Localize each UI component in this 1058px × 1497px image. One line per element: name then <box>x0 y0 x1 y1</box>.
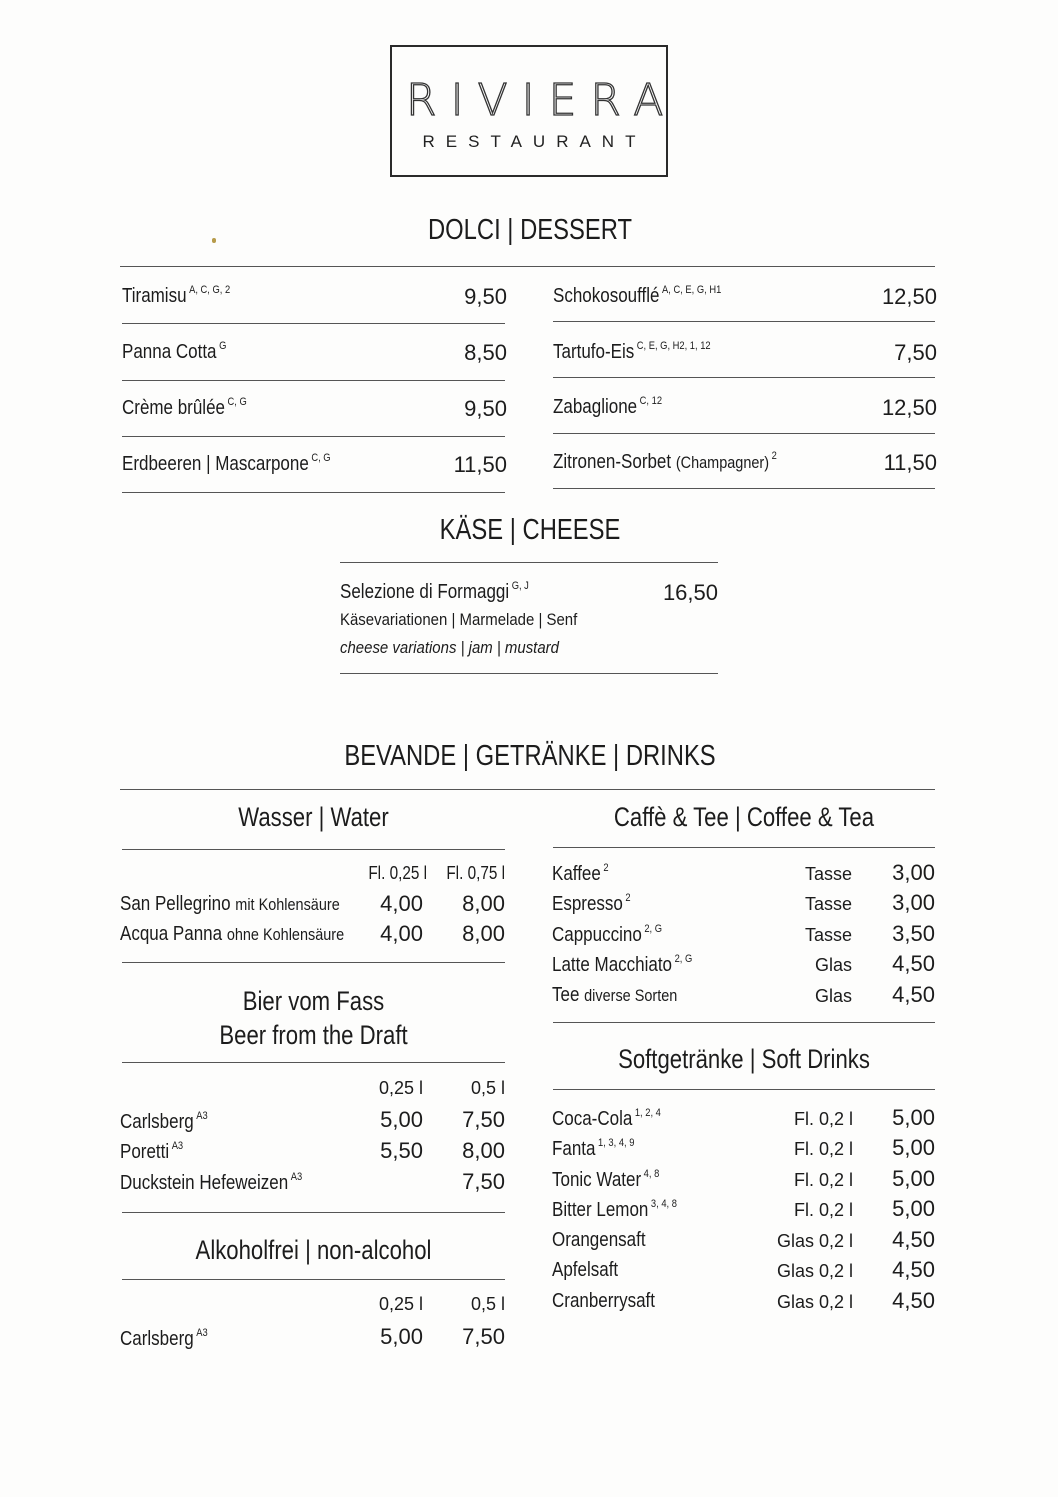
divider <box>122 1062 505 1063</box>
price-small: 5,50 <box>380 1138 423 1163</box>
item-price: 3,50 <box>892 921 935 946</box>
item-allergens: C, E, G, H2, 1, 12 <box>636 340 711 352</box>
item-unit: Fl. 0,2 l <box>793 1170 853 1190</box>
item-allergens: 2 <box>625 892 631 904</box>
item-name: Selezione di Formaggi <box>340 581 510 603</box>
divider <box>122 849 505 850</box>
divider <box>340 673 718 674</box>
menu-item <box>552 1107 680 1131</box>
item-name: Tonic Water <box>552 1169 642 1191</box>
item-allergens: A3 <box>290 1171 303 1183</box>
menu-item <box>120 1327 223 1351</box>
menu-item <box>552 862 619 886</box>
item-price: 4,50 <box>892 1227 935 1252</box>
item-unit: Glas 0,2 l <box>776 1292 853 1312</box>
price-large: 8,00 <box>462 1138 505 1163</box>
price-large: 8,00 <box>462 891 505 916</box>
menu-item <box>553 450 937 474</box>
divider <box>553 847 935 848</box>
item-allergens: A3 <box>171 1140 184 1152</box>
item-name: Kaffee <box>552 863 601 885</box>
logo-title: RIVIERA <box>406 75 678 126</box>
menu-item <box>552 1290 673 1313</box>
item-unit: Fl. 0,2 l <box>793 1139 853 1159</box>
item-name: Zitronen-Sorbet <box>553 451 672 473</box>
item-name: Orangensaft <box>552 1229 646 1251</box>
item-price: 4,50 <box>892 951 935 976</box>
item-price: 12,50 <box>881 395 937 420</box>
price-small: 5,00 <box>380 1107 423 1132</box>
menu-item <box>120 1140 194 1164</box>
item-allergens: C, G <box>311 452 331 464</box>
divider <box>553 377 935 378</box>
item-name: Coca-Cola <box>552 1108 633 1130</box>
item-price: 3,00 <box>892 860 935 885</box>
divider <box>553 488 935 489</box>
item-price: 9,50 <box>464 284 507 309</box>
menu-item <box>553 284 937 308</box>
logo-subtitle: RESTAURANT <box>422 132 647 151</box>
item-allergens: G, J <box>511 580 529 592</box>
item-unit: Tasse <box>804 864 852 884</box>
item-allergens: 2, G <box>674 953 693 965</box>
item-name: Apfelsaft <box>552 1259 619 1281</box>
divider <box>553 1089 935 1090</box>
divider <box>340 562 718 563</box>
item-allergens: 2, G <box>644 923 663 935</box>
item-unit: Glas <box>814 955 852 975</box>
item-allergens: A3 <box>196 1327 208 1339</box>
menu-item <box>122 396 507 420</box>
item-name: Cranberrysaft <box>552 1290 655 1312</box>
divider <box>122 380 505 381</box>
item-allergens: C, G <box>227 396 247 408</box>
item-price: 9,50 <box>464 396 507 421</box>
cheese-description-en: cheese variations | jam | mustard <box>340 638 559 657</box>
price-small: 4,00 <box>380 921 423 946</box>
item-unit: Glas 0,2 l <box>776 1261 853 1281</box>
divider <box>553 321 935 322</box>
item-name: Erdbeeren | Mascarpone <box>122 453 309 475</box>
menu-item <box>122 340 507 364</box>
item-unit: Tasse <box>804 925 852 945</box>
menu-item <box>552 1198 699 1222</box>
item-price: 11,50 <box>453 452 507 477</box>
item-name: Crème brûlée <box>122 397 225 419</box>
beer-heading-en: Beer from the Draft <box>219 1020 408 1050</box>
menu-item <box>552 892 645 916</box>
item-allergens: A, C, E, G, H1 <box>662 284 722 296</box>
item-price: 16,50 <box>662 580 718 605</box>
divider <box>120 789 935 790</box>
item-name: Tee <box>552 984 580 1006</box>
menu-item <box>552 923 681 947</box>
item-name: Carlsberg <box>120 1111 194 1133</box>
menu-item <box>552 1229 662 1252</box>
menu-item <box>120 1171 334 1195</box>
item-allergens: 4, 8 <box>643 1168 660 1180</box>
coffee-heading: Caffè & Tee | Coffee & Tea <box>613 802 875 832</box>
item-price: 8,50 <box>464 340 507 365</box>
divider <box>122 962 505 963</box>
item-allergens: 2 <box>603 862 609 874</box>
item-price: 3,00 <box>892 890 935 915</box>
item-name: Tartufo-Eis <box>553 341 635 363</box>
divider <box>122 492 505 493</box>
item-price: 4,50 <box>892 1257 935 1282</box>
nonalcohol-heading: Alkoholfrei | non-alcohol <box>195 1235 432 1265</box>
item-name: Cappuccino <box>552 924 642 946</box>
menu-item <box>552 1168 678 1192</box>
item-price: 11,50 <box>883 450 937 475</box>
water-heading: Wasser | Water <box>238 802 389 832</box>
item-name: Acqua Panna <box>120 923 223 945</box>
item-price: 4,50 <box>892 982 935 1007</box>
menu-item <box>552 1137 649 1161</box>
item-price: 5,00 <box>892 1196 935 1221</box>
item-allergens: 3, 4, 8 <box>650 1198 677 1210</box>
water-col1-header: Fl. 0,25 l <box>368 863 427 883</box>
drinks-heading: BEVANDE | GETRÄNKE | DRINKS <box>344 740 716 772</box>
item-price: 5,00 <box>892 1166 935 1191</box>
beer-col2-header: 0,5 l <box>470 1078 505 1098</box>
item-allergens: C, 12 <box>639 395 663 407</box>
item-name: Panna Cotta <box>122 341 217 363</box>
menu-item <box>553 340 937 364</box>
item-name: Bitter Lemon <box>552 1199 649 1221</box>
item-unit: Glas <box>814 986 852 1006</box>
item-price: 4,50 <box>892 1288 935 1313</box>
item-name: Schokosoufflé <box>553 285 660 307</box>
divider <box>553 433 935 434</box>
item-name: Tiramisu <box>122 285 187 307</box>
item-name: Duckstein Hefeweizen <box>120 1172 289 1194</box>
softdrinks-heading: Softgetränke | Soft Drinks <box>618 1044 870 1074</box>
menu-item <box>120 893 379 916</box>
price-small: 4,00 <box>380 891 423 916</box>
price-large: 7,50 <box>462 1324 505 1349</box>
item-allergens: A3 <box>196 1110 208 1122</box>
item-note: mit Kohlensäure <box>235 895 340 914</box>
dessert-heading: DOLCI | DESSERT <box>428 214 632 246</box>
menu-item <box>122 284 507 308</box>
beer-heading: Bier vom Fass <box>242 986 385 1016</box>
divider <box>122 323 505 324</box>
item-price: 12,50 <box>881 284 937 309</box>
item-allergens: A, C, G, 2 <box>189 284 231 296</box>
item-price: 5,00 <box>892 1135 935 1160</box>
decorative-speck <box>212 238 216 243</box>
item-name: Zabaglione <box>553 396 638 418</box>
menu-item <box>552 984 699 1007</box>
menu-item <box>553 395 937 419</box>
restaurant-logo <box>390 45 678 177</box>
divider <box>122 1212 505 1213</box>
cheese-heading: KÄSE | CHEESE <box>439 514 621 546</box>
item-name: Latte Macchiato <box>552 954 673 976</box>
cheese-description-de: Käsevariationen | Marmelade | Senf <box>340 610 578 629</box>
item-name: Carlsberg <box>120 1328 194 1350</box>
item-note: (Champagner) <box>675 453 770 472</box>
menu-item <box>120 923 384 946</box>
item-name: Fanta <box>552 1138 596 1160</box>
item-name: Espresso <box>552 893 623 915</box>
item-note: ohne Kohlensäure <box>226 925 345 944</box>
item-unit: Glas 0,2 l <box>776 1231 853 1251</box>
price-small: 5,00 <box>380 1324 423 1349</box>
price-large: 7,50 <box>462 1107 505 1132</box>
menu-item <box>122 452 507 476</box>
item-price: 7,50 <box>894 340 937 365</box>
menu-item <box>552 1259 630 1282</box>
menu-item <box>120 1110 223 1134</box>
price-large: 7,50 <box>462 1169 505 1194</box>
price-large: 8,00 <box>462 921 505 946</box>
item-name: Poretti <box>120 1141 170 1163</box>
divider <box>120 266 935 267</box>
menu-item <box>552 953 717 977</box>
item-note: diverse Sorten <box>584 986 678 1005</box>
item-price: 5,00 <box>892 1105 935 1130</box>
item-unit: Fl. 0,2 l <box>793 1200 853 1220</box>
divider <box>122 1279 505 1280</box>
item-allergens: 2 <box>771 450 777 462</box>
menu-item <box>340 580 718 604</box>
item-name: San Pellegrino <box>120 893 231 915</box>
item-unit: Tasse <box>804 894 852 914</box>
nonalc-col1-header: 0,25 l <box>378 1294 423 1314</box>
nonalc-col2-header: 0,5 l <box>470 1294 505 1314</box>
item-allergens: 1, 2, 4 <box>634 1107 661 1119</box>
item-allergens: 1, 3, 4, 9 <box>598 1137 635 1149</box>
divider <box>553 1022 935 1023</box>
beer-col1-header: 0,25 l <box>378 1078 423 1098</box>
divider <box>122 436 505 437</box>
item-unit: Fl. 0,2 l <box>793 1109 853 1129</box>
item-allergens: G <box>219 340 227 352</box>
water-col2-header: Fl. 0,75 l <box>446 863 505 883</box>
